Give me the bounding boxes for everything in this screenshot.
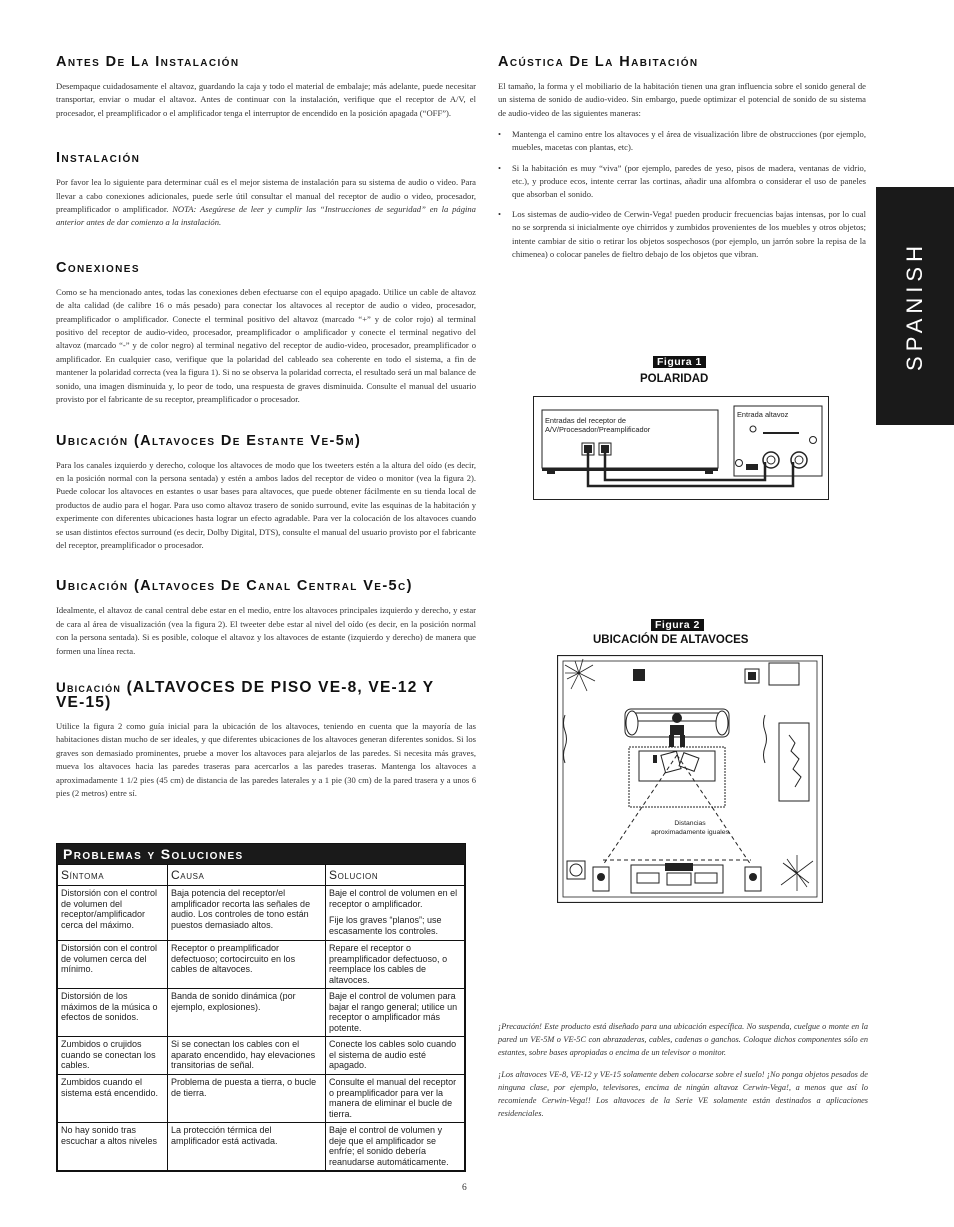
solution-cell xyxy=(326,886,465,941)
front-left-speaker xyxy=(593,867,609,891)
page-number: 6 xyxy=(462,1183,467,1193)
central-paragraph: Idealmente, el altavoz de canal central debe estar en el medio, entre los altavoces principales izquierdo y derecho, y estar de cara al área de visualización (vea la figura 2). El tweeter debe estar al nivel del oído (es decir, en la posición normal con la persona sentada). Si es posible, coloque el altavoz y los altavoces de estante (izquierdo y derecho) de manera que formen una línea recta. xyxy=(56,605,476,656)
symptom-cell: Distorsión de los máximos de la música o efectos de sonidos. xyxy=(58,989,168,1037)
speaker-input-label: Entrada altavoz xyxy=(737,410,789,419)
symptom-cell: Distorsión con el control de volumen del receptor/amplificador cerca del máximo. xyxy=(58,886,168,941)
caution-shelf: ¡Precaución! Este producto está diseñado para una ubicación específica. No suspenda, cuelgue o monte en la pared un VE-5M o VE-5C con abrazaderas, cables, cadenas o ganchos. Coloque dichos componentes sólo en estantes, sobre bases apropiadas o encima de un televisor o monitor. xyxy=(498,1022,868,1057)
antes-paragraph: Desempaque cuidadosamente el altavoz, guardando la caja y todo el material de embalaje; más adelante, puede necesitar transportar, enviar o mudar el altavoz. Antes de continuar con la instalación, verifique que el receptor de A/V, el procesador, el preamplificador o el amplificador tenga el interruptor de encendido en la posición apagada (“OFF”). xyxy=(56,81,476,118)
cause-cell: Problema de puesta a tierra, o bucle de tierra. xyxy=(168,1075,326,1123)
language-tab xyxy=(876,187,954,425)
figure-1-tag: Figura 1 xyxy=(653,356,706,368)
solution-cell: Consulte el manual del receptor o preamplificador para ver la manera de eliminar el bucle de tierra. xyxy=(326,1075,465,1123)
acustica-paragraph: El tamaño, la forma y el mobiliario de la habitación tienen una gran influencia sobre el sonido general de un sistema de sonido de audio-video. Sin embargo, puede optimizar el potencial de sonido de su sistema de audio-video de las siguientes maneras: xyxy=(498,81,866,118)
conexiones-paragraph: Como se ha mencionado antes, todas las conexiones deben efectuarse con el equipo apagado. Utilice un cable de altavoz de alta calidad (de calibre 16 o más pesado) para conectar los altavoces al receptor de audio o video, procesador, preamplificador o amplificador. Conecte el terminal positivo del altavoz (marcado “+” y de color rojo) al terminal positivo del receptor de audio-video, procesador, preamplificador o amplificador y conecte el terminal negativo del altavoz (marcado “-” y de color negro) al terminal negativo del receptor de audio-video, procesador, preamplificador o amplificador. En cualquier caso, verifique que la polaridad del cableado sea coherente en todo el sistema, a fin de mantener la polaridad correcta (vea la figura 1). Si no se observa la polaridad correcta, el resultado será un mal balance de sonido, una imagen disminuida y, lo peor de todo, una respuesta de graves disminuida. Consulte el manual del usuario provisto por el fabricante de su receptor, preamplificador o procesador. xyxy=(56,286,476,405)
cause-cell: Receptor o preamplificador defectuoso; cortocircuito en los cables de altavoces. xyxy=(168,941,326,989)
table-header-row xyxy=(58,865,465,886)
figure-2-tag: Figura 2 xyxy=(651,619,704,631)
table-row xyxy=(58,886,465,941)
receiver-label-line2: A/V/Procesador/Preamplificador xyxy=(545,425,651,434)
cause-cell: La protección térmica del amplificador está activada. xyxy=(168,1123,326,1171)
top-left-speaker xyxy=(633,669,645,681)
language-tab-label: SPANISH xyxy=(902,241,927,371)
list-item: • Los sistemas de audio-video de Cerwin-Vega! pueden producir frecuencias bajas intensas, por lo cual no se sorprenda si inicialmente oye chirridos y zumbidos provenientes de los muebles y otros objetos; intente cambiar de sitio o retirar los objetos sospechosos (por ejemplo, un jarrón sobre la repisa de la chimenea) o colocar paneles de fieltro debajo de los objetos que vibran. xyxy=(498,208,866,261)
caution-floor: ¡Los altavoces VE-8, VE-12 y VE-15 solamente deben colocarse sobre el suelo! ¡No ponga objetos pesados de ninguna clase, por ejemplo, televisores, encima de ningún altavoz Cerwin-Vega!, a menos que así lo recomiende Cerwin-Vega!! Los altavoces de la Serie VE solamente están destinados a aplicaciones residenciales. xyxy=(498,1070,868,1118)
piso-paragraph: Utilice la figura 2 como guía inicial para la ubicación de los altavoces, teniendo en cuenta que la mayoría de las habitaciones distan mucho de ser ideales, y que diferentes ubicaciones de los altavoces generan diferentes sonidos. Si los graves son demasiado prominentes, pruebe a mover los altavoces para alejarlos de las paredes. Si necesita más graves, mueva los altavoces hacia las paredes traseras para acercarlos a las paredes traseras. Mantenga los altavoces a aproximadamente 1 1/2 pies (45 cm) de distancia de las paredes laterales y a 1 pie (30 cm) de la pared trasera y a unos 6 pies (2 metros) entre sí. xyxy=(56,720,476,798)
cause-cell: Banda de sonido dinámica (por ejemplo, explosiones). xyxy=(168,989,326,1037)
speaker-placement-diagram xyxy=(557,655,823,903)
problems-table xyxy=(56,843,466,1172)
solution-cell: Conecte los cables solo cuando el sistema de audio esté apagado. xyxy=(326,1037,465,1075)
symptom-cell: No hay sonido tras escuchar a altos niveles xyxy=(58,1123,168,1171)
tv-console xyxy=(631,863,723,893)
table-row xyxy=(58,941,465,989)
problems-table-title: Problemas y Soluciones xyxy=(57,844,465,864)
solution-cell: Baje el control de volumen y deje que el amplificador se enfríe; el sonido debería reanudarse automáticamente. xyxy=(326,1123,465,1171)
front-right-speaker xyxy=(745,867,761,891)
instalacion-text: Por favor lea lo siguiente para determinar cuál es el mejor sistema de instalación para su sistema de audio o video. Para llevar a cabo conexiones adicionales, puede serle útil consultar el manual del receptor de audio o video, procesador, preamplificador o amplificador. xyxy=(56,177,476,215)
header-causa: Causa xyxy=(168,865,326,886)
header-solucion: Solucion xyxy=(326,865,465,886)
list-item: • Mantenga el camino entre los altavoces y el área de visualización libre de obstrucciones (por ejemplo, muebles, macetas con plantas, etc). xyxy=(498,128,866,154)
symptom-cell: Zumbidos o crujidos cuando se conectan los cables. xyxy=(58,1037,168,1075)
antes-heading: Antes De La Instalación xyxy=(56,54,240,70)
solution-text-2: Fije los graves “planos”; use escasamente los controles. xyxy=(329,915,442,936)
fireplace xyxy=(779,723,809,801)
piso-heading-b: (ALTAVOCES DE PISO VE-8, VE-12 Y xyxy=(121,678,435,696)
solution-cell: Baje el control de volumen para bajar el rango general; utilice un receptor o amplificador más potente. xyxy=(326,989,465,1037)
problems-grid xyxy=(57,864,465,1171)
estante-heading: Ubicación (Altavoces De Estante Ve-5m) xyxy=(56,432,362,449)
acustica-heading: Acústica De La Habitación xyxy=(498,54,699,70)
rug xyxy=(629,747,725,807)
figure-1-title: POLARIDAD xyxy=(640,373,709,385)
symptom-cell: Zumbidos cuando el sistema está encendido. xyxy=(58,1075,168,1123)
piso-heading xyxy=(56,680,476,710)
central-heading: Ubicación (Altavoces De Canal Central Ve-5c) xyxy=(56,578,413,595)
instalacion-note: NOTA: Asegúrese de leer y cumplir las “Instrucciones de seguridad” en la página anterior antes de dar comienzo a la instalación. xyxy=(56,204,476,228)
conexiones-heading: Conexiones xyxy=(56,259,140,276)
top-right-cabinet xyxy=(769,663,799,685)
piso-heading-a: Ubicación xyxy=(56,679,122,695)
center-speaker xyxy=(665,863,693,871)
symptom-cell: Distorsión con el control de volumen cerca del mínimo. xyxy=(58,941,168,989)
estante-paragraph: Para los canales izquierdo y derecho, coloque los altavoces de modo que los tweeters estén a la altura del oído (es decir, en la posición normal con la persona sentada) y estén a ambos lados del receptor de video o monitor (vea la figura 2). Puede colocar los altavoces en estantes o usar bases para altavoces, que puede obtener fácilmente en su tienda local de productos de audio para el hogar. Para uso como altavoz trasero de sonido surround, evite las esquinas de la habitación y experimente con diferentes ubicaciones hasta lograr un efecto agradable. Para ver la colocación de los altavoces cuando se usan distintos efectos surround (es decir, Dolby Digital, DTS), consulte el manual del usuario provisto por el fabricante del receptor, preamplificador o procesador. xyxy=(56,459,476,550)
piso-heading-c: VE-15) xyxy=(56,693,112,711)
distance-label-line2: aproximadamente iguales xyxy=(651,829,729,836)
acustica-bullets xyxy=(498,128,866,261)
table-row xyxy=(58,1037,465,1075)
table-row xyxy=(58,1123,465,1171)
caution-notes xyxy=(498,1020,868,1129)
table-row xyxy=(58,989,465,1037)
list-item: • Si la habitación es muy “viva” (por ejemplo, paredes de yeso, pisos de madera, ventanas de vidrio, etc.), y produce ecos, intente cerrar las cortinas, añadir una alfombra o considerar el uso de paneles que absorban el sonido. xyxy=(498,162,866,202)
left-column xyxy=(56,54,476,800)
right-column xyxy=(498,54,866,268)
solution-cell: Repare el receptor o preamplificador defectuoso, o reemplace los cables de altavoces. xyxy=(326,941,465,989)
cause-cell: Baja potencia del receptor/el amplificador recorta las señales de audio. Los controles de tono están puestos demasiado altos. xyxy=(168,886,326,941)
receiver-label-line1: Entradas del receptor de xyxy=(545,416,626,425)
instalacion-heading: Instalación xyxy=(56,150,141,167)
figure-2-title: UBICACIÓN DE ALTAVOCES xyxy=(593,634,749,646)
distance-label-line1: Distancias xyxy=(674,820,706,827)
cause-cell: Si se conectan los cables con el aparato encendido, hay elevaciones transitorias de señal. xyxy=(168,1037,326,1075)
solution-text: Baje el control de volumen en el receptor o amplificador. xyxy=(329,888,458,909)
instalacion-paragraph xyxy=(56,176,476,230)
table-row xyxy=(58,1075,465,1123)
polarity-diagram xyxy=(533,396,829,500)
header-sintoma: Síntoma xyxy=(58,865,168,886)
